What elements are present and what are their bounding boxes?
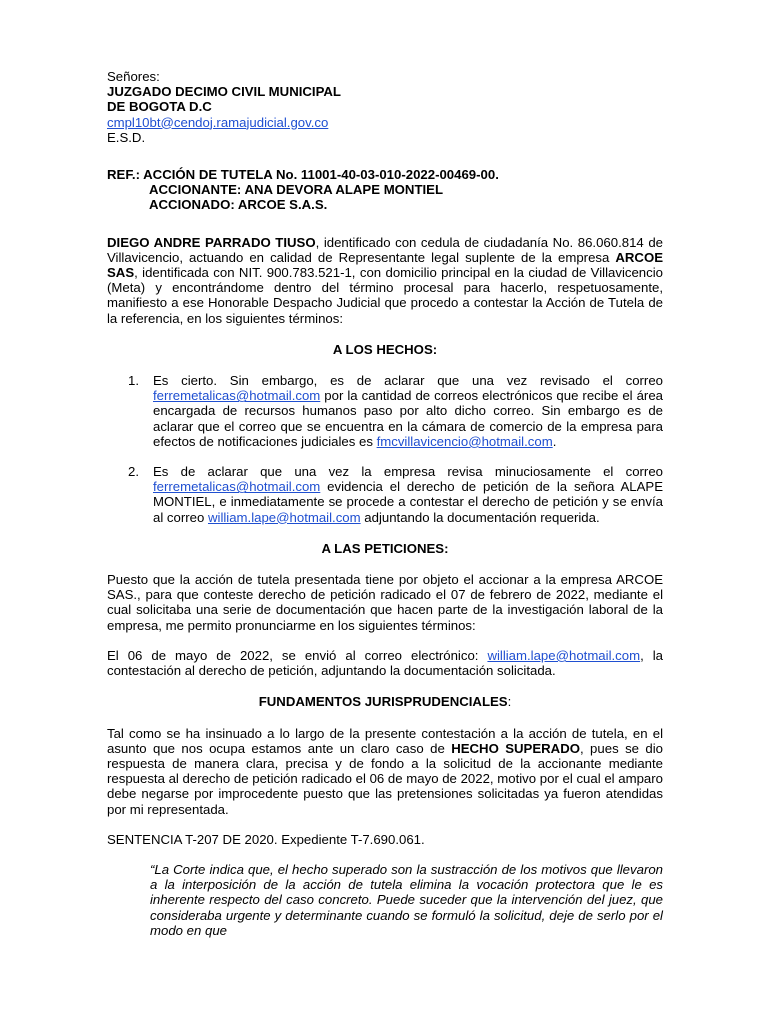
- addressee-block: [107, 69, 663, 145]
- list-item: 2. Es de aclarar que una vez la empresa revisa minuciosamente el correo ferremetalicas@hotmail.com evidencia el derecho de petición de la señora ALAPE MONTIEL, e inmediatamente se procede a contestar el derecho de petición y se envía al correo william.lape@hotmail.com adjuntando la documentación requerida.: [128, 464, 663, 525]
- signatory-name: DIEGO ANDRE PARRADO TIUSO: [107, 234, 316, 250]
- esd-label: E.S.D.: [107, 129, 146, 145]
- section-heading-peticiones: A LAS PETICIONES:: [321, 540, 449, 556]
- email-link[interactable]: ferremetalicas@hotmail.com: [153, 479, 321, 495]
- court-name-line2: DE BOGOTA D.C: [107, 99, 212, 115]
- intro-paragraph: DIEGO ANDRE PARRADO TIUSO, identificado con cedula de ciudadanía No. 86.060.814 de Villavicencio, actuando en calidad de Representante legal suplente de la empresa ARCOE SAS, identificada con NIT. 900.783.521-1, con domicilio principal en la ciudad de Villavicencio (Meta) y encontrándome dentro del término procesal para hacerlo, respetuosamente, manifiesto a ese Honorable Despacho Judicial que procedo a contestar la Acción de Tutela de la referencia, en los siguientes términos:: [107, 234, 664, 326]
- section-heading-fundamentos: FUNDAMENTOS JURISPRUDENCIALES:: [258, 694, 512, 710]
- section-heading-hechos: A LOS HECHOS:: [332, 341, 438, 357]
- document-page: [107, 69, 663, 938]
- greeting: Señores:: [107, 69, 160, 84]
- sentencia-citation: SENTENCIA T-207 DE 2020. Expediente T-7.690.061.: [107, 831, 425, 847]
- email-link[interactable]: ferremetalicas@hotmail.com: [153, 388, 321, 404]
- company-name: ARCOE SAS: [107, 249, 663, 281]
- email-link[interactable]: william.lape@hotmail.com: [207, 509, 361, 525]
- jurisprudence-quote: “La Corte indica que, el hecho superado son la sustracción de los motivos que llevaron a la interposición de la acción de tutela elimina la vocación protectora que le es inherente respecto del caso concreto. Puede suceder que la intervención del juez, que consideraba urgente y determinante cuando se formuló la solicitud, deje de serlo por el modo en que: [150, 861, 663, 938]
- accionado-line: ACCIONADO: ARCOE S.A.S.: [149, 197, 328, 213]
- email-link[interactable]: fmcvillavicencio@hotmail.com: [376, 433, 553, 449]
- list-item-number: 1.: [128, 373, 139, 389]
- reference-block: [107, 167, 663, 213]
- peticiones-paragraph: Puesto que la acción de tutela presentada tiene por objeto el accionar a la empresa ARCOE SAS., para que conteste derecho de petición radicado el 07 de febrero de 2022, mediante el cual solicitaba una serie de documentación que hacen parte de la investigación laboral de la empresa, me permito pronunciarme en los siguientes términos:: [107, 572, 663, 633]
- ref-line: REF.: ACCIÓN DE TUTELA No. 11001-40-03-010-2022-00469-00.: [107, 167, 499, 183]
- list-item: 1. Es cierto. Sin embargo, es de aclarar que una vez revisado el correo ferremetalicas@hotmail.com por la cantidad de correos electrónicos que recibe el área encargada de recursos humanos paso por alto dicho correo. Sin embargo es de aclarar que el correo que se encuentra en la cámara de comercio de la empresa para efectos de notificaciones judiciales es fmcvillavicencio@hotmail.com.: [128, 373, 663, 449]
- email-link[interactable]: william.lape@hotmail.com: [487, 647, 641, 663]
- envio-paragraph: El 06 de mayo de 2022, se envió al correo electrónico: william.lape@hotmail.com, la contestación al derecho de petición, adjuntando la documentación solicitada.: [107, 647, 663, 679]
- list-item-number: 2.: [128, 464, 139, 480]
- fundamentos-paragraph: Tal como se ha insinuado a lo largo de la presente contestación a la acción de tutela, en el asunto que nos ocupa estamos ante un claro caso de HECHO SUPERADO, pues se dio respuesta de manera clara, precisa y de fondo a la solicitud de la accionante mediante respuesta al derecho de petición radicado el 06 de mayo de 2022, motivo por el cual el amparo debe negarse por improcedente puesto que las pretensiones solicitadas ya fueron atendidas por mi representada.: [107, 725, 664, 817]
- hecho-superado-bold: HECHO SUPERADO: [451, 740, 580, 756]
- court-name-line1: JUZGADO DECIMO CIVIL MUNICIPAL: [107, 84, 341, 100]
- court-email-link[interactable]: cmpl10bt@cendoj.ramajudicial.gov.co: [107, 114, 329, 130]
- accionante-line: ACCIONANTE: ANA DEVORA ALAPE MONTIEL: [149, 182, 444, 198]
